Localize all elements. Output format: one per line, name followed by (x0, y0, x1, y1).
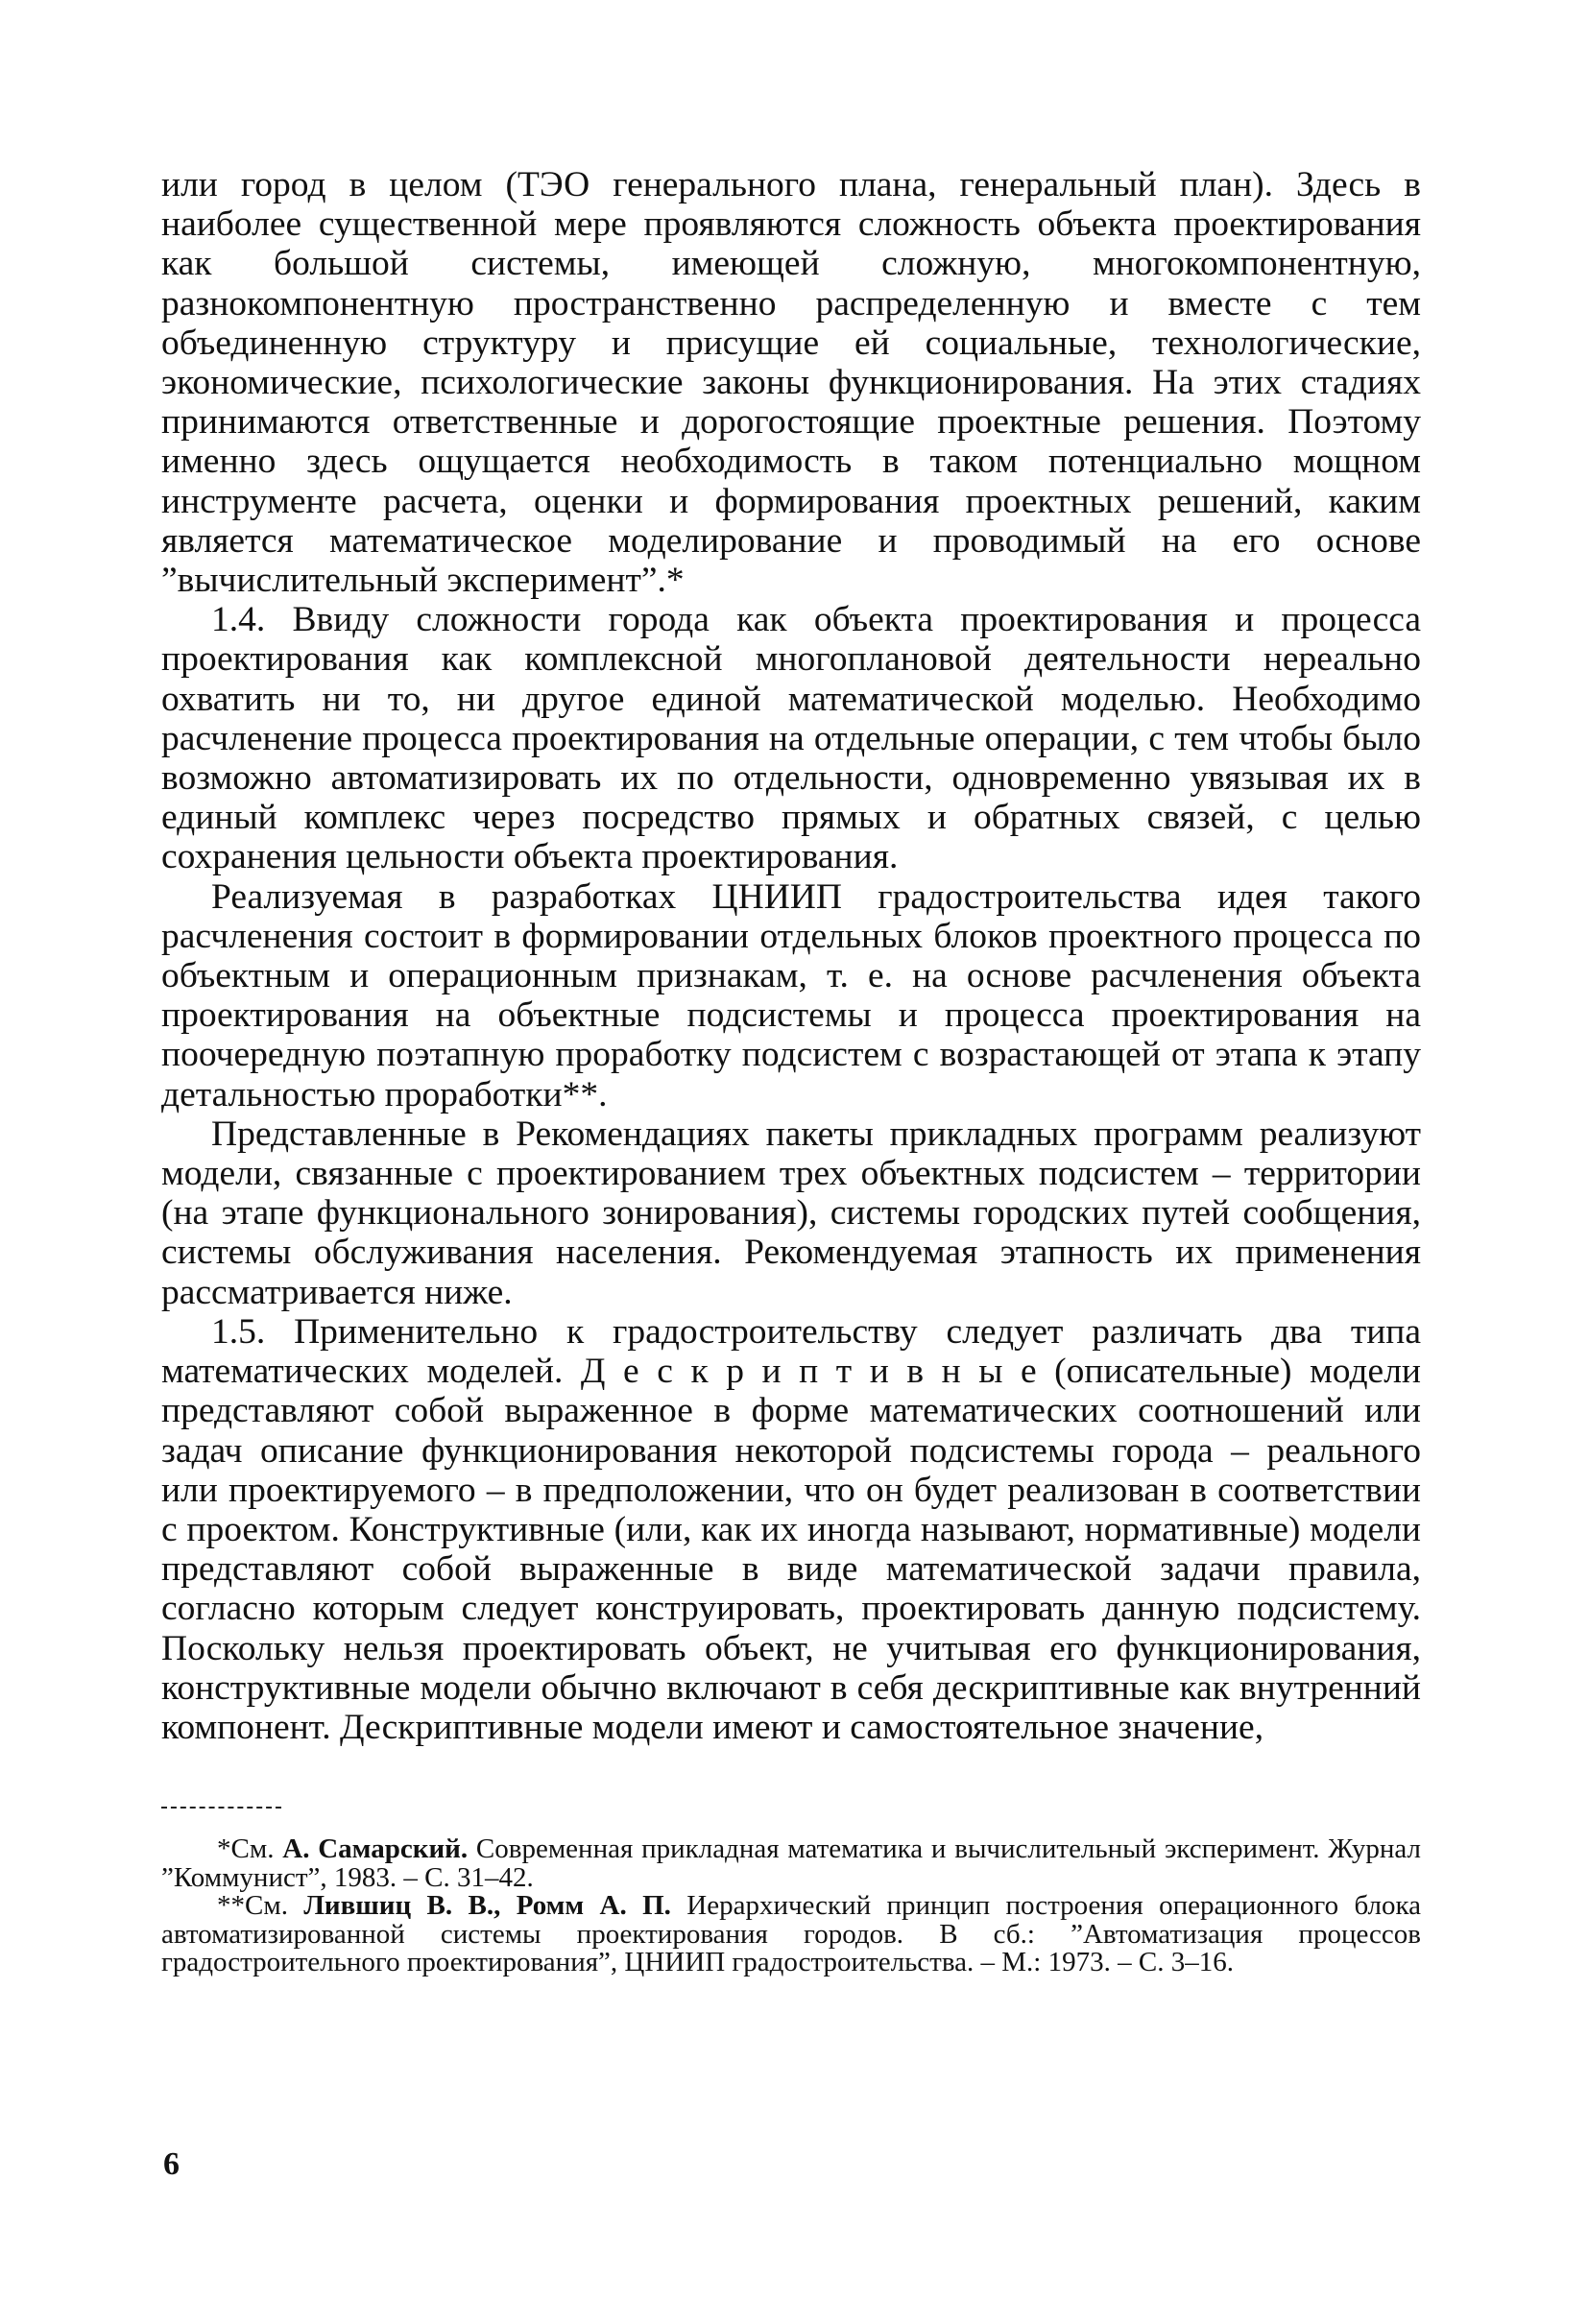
footnotes (161, 1835, 1421, 1977)
paragraph-packages: Представленные в Рекомендациях пакеты прикладных программ реализуют модели, связанные с проектированием трех объектных подсистем – территории (на этапе функционального зонирования), системы городских путей сообщения, системы обслуживания населения. Рекомендуемая этапность их применения рассматривается ниже. (161, 1114, 1421, 1312)
footnote-separator (161, 1807, 281, 1809)
footnote-1 (161, 1835, 1421, 1892)
paragraph-1-4: 1.4. Ввиду сложности города как объекта проектирования и процесса проектирования как комплексной многоплановой деятельности нереально охватить ни то, ни другое единой математической моделью. Необходимо расчленение процесса проектирования на отдельные операции, с тем чтобы было возможно автоматизировать их по отдельности, одновременно увязывая их в единый комплекс через посредство прямых и обратных связей, с целью сохранения цельности объекта проектирования. (161, 600, 1421, 877)
footnote-1-author: А. Самарский. (282, 1833, 469, 1864)
paragraph-1-5: 1.5. Применительно к градостроительству следует различать два типа математических моделей. Д е с к р и п т и в н ы е (описательные) модели представляют собой выраженное в форме математических соотношений или задач описание функционирования некоторой подсистемы города – реального или проектируемого – в предположении, что он будет реализован в соответствии с проектом. Конструктивные (или, как их иногда называют, нормативные) модели представляют собой выраженные в виде математической задачи правила, согласно которым следует конструировать, проектировать данную подсистему. Поскольку нельзя проектировать объект, не учитывая его функционирования, конструктивные модели обычно включают в себя дескриптивные как внутренний компонент. Дескриптивные модели имеют и самостоятельное значение, (161, 1311, 1421, 1747)
footnote-2-author: Лившиц В. В., Ромм А. П. (303, 1890, 671, 1921)
footnote-1-prefix: *См. (217, 1833, 283, 1864)
main-text (161, 165, 1421, 1747)
paragraph-continuation: или город в целом (ТЭО генерального плана, генеральный план). Здесь в наиболее существенной мере проявляются сложность объекта проектирования как большой системы, имеющей сложную, многокомпонентную, разнокомпонентную пространственно распределенную и вместе с тем объединенную структуру и присущие ей социальные, технологические, экономические, психологические законы функционирования. На этих стадиях принимаются ответственные и дорогостоящие проектные решения. Поэтому именно здесь ощущается необходимость в таком потенциально мощном инструменте расчета, оценки и формирования проектных решений, каким является математическое моделирование и проводимый на его основе ”вычислительный эксперимент”.* (161, 165, 1421, 601)
footnote-2-text: Иерархический принцип построения операционного блока автоматизированной системы проектирования городов. В сб.: ”Автоматизация процессов градостроительного проектирования”, ЦНИИП градостроительства. – М.: 1973. – С. 3–16. (161, 1890, 1421, 1977)
paragraph-cniip: Реализуемая в разработках ЦНИИП градостроительства идея такого расчленения состоит в формировании отдельных блоков проектного процесса по объектным и операционным признакам, т. е. на основе расчленения объекта проектирования на объектные подсистемы и процесса проектирования на поочередную поэтапную проработку подсистем с возрастающей от этапа к этапу детальностью проработки**. (161, 876, 1421, 1114)
page-number: 6 (163, 2146, 180, 2182)
footnote-2-prefix: **См. (217, 1890, 304, 1921)
footnote-2 (161, 1892, 1421, 1977)
footnote-1-text: Современная прикладная математика и вычислительный эксперимент. Журнал ”Коммунист”, 1983. – С. 31–42. (161, 1833, 1422, 1893)
